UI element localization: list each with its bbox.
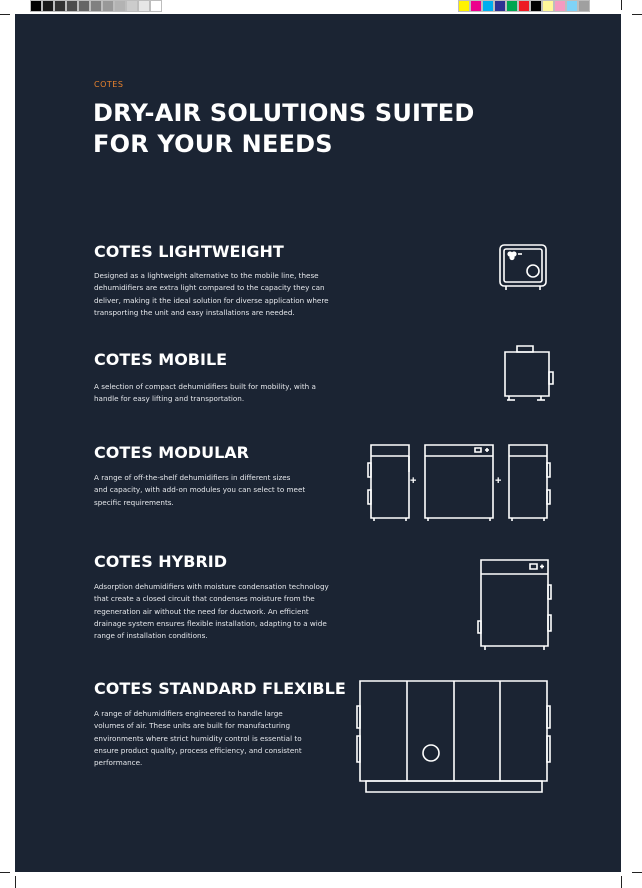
crop-mark: [0, 14, 10, 15]
desc-line: deliver, making it the ideal solution for diverse application where: [94, 295, 329, 305]
desc-line: ensure product quality, process efficiency, and consistent: [94, 745, 302, 755]
color-swatch: [30, 0, 42, 12]
color-swatch: [554, 0, 566, 12]
section-title-standard-flexible: COTES STANDARD FLEXIBLE: [94, 679, 346, 698]
section-desc-modular: [94, 472, 305, 509]
brand-label: COTES: [94, 80, 124, 89]
color-swatch: [90, 0, 102, 12]
color-swatch: [518, 0, 530, 12]
desc-line: and capacity, with add-on modules you can select to meet: [94, 485, 306, 495]
section-desc-lightweight: [94, 270, 329, 319]
crop-mark: [0, 872, 10, 873]
desc-line: drainage system ensures flexible installation, adapting to a wide: [94, 618, 327, 628]
headline-line: FOR YOUR NEEDS: [93, 130, 333, 158]
color-swatch: [42, 0, 54, 12]
desc-line: transporting the unit and easy installations are needed.: [94, 307, 295, 317]
hybrid-dehumidifier-icon: [476, 557, 554, 653]
page-headline: [93, 98, 513, 160]
color-swatch: [138, 0, 150, 12]
color-swatch: [78, 0, 90, 12]
crop-mark: [632, 872, 642, 873]
desc-line: A range of dehumidifiers engineered to handle large: [94, 709, 283, 718]
desc-line: range of installation conditions.: [94, 631, 208, 641]
color-swatch: [114, 0, 126, 12]
plus-sign: +: [495, 475, 502, 487]
desc-line: dehumidifiers are extra light compared to the capacity they can: [94, 283, 325, 293]
desc-line: that create a closed circuit that condenses moisture from the: [94, 594, 315, 604]
standard-flexible-dehumidifier-icon: [355, 678, 553, 796]
section-desc-hybrid: [94, 581, 329, 642]
color-swatch: [102, 0, 114, 12]
color-swatch: [150, 0, 162, 12]
section-title-hybrid: COTES HYBRID: [94, 552, 228, 571]
desc-line: A range of off-the-shelf dehumidifiers in different sizes: [94, 473, 291, 482]
color-swatch: [126, 0, 138, 12]
desc-line: environments where strict humidity control is essential to: [94, 733, 302, 743]
desc-line: handle for easy lifting and transportation.: [94, 394, 245, 404]
lightweight-dehumidifier-icon: [498, 242, 550, 294]
section-title-lightweight: COTES LIGHTWEIGHT: [94, 242, 284, 261]
desc-line: regeneration air without the need for ductwork. An efficient: [94, 606, 309, 616]
crop-mark: [621, 0, 622, 10]
brochure-page: [15, 14, 621, 872]
color-swatch: [482, 0, 494, 12]
color-swatch: [506, 0, 518, 12]
crop-mark: [632, 14, 642, 15]
crop-mark: [15, 876, 16, 888]
color-swatch: [66, 0, 78, 12]
desc-line: A selection of compact dehumidifiers built for mobility, with a: [94, 382, 316, 391]
color-swatch: [530, 0, 542, 12]
desc-line: performance.: [94, 758, 143, 768]
color-swatch: [494, 0, 506, 12]
headline-line: DRY-AIR SOLUTIONS SUITED: [93, 99, 475, 127]
color-swatch: [578, 0, 590, 12]
section-desc-mobile: [94, 381, 316, 406]
mobile-dehumidifier-icon: [500, 344, 556, 402]
plus-sign: +: [410, 475, 417, 487]
color-swatch: [458, 0, 470, 12]
desc-line: volumes of air. These units are built for manufacturing: [94, 721, 291, 731]
section-title-mobile: COTES MOBILE: [94, 350, 228, 369]
modular-dehumidifier-icon: [365, 442, 555, 524]
desc-line: Adsorption dehumidifiers with moisture condensation technology: [94, 582, 329, 591]
color-swatch: [566, 0, 578, 12]
color-swatch: [470, 0, 482, 12]
grey-color-bar: [30, 0, 162, 12]
crop-mark: [621, 876, 622, 888]
process-color-bar: [458, 0, 590, 12]
desc-line: specific requirements.: [94, 497, 174, 507]
color-swatch: [54, 0, 66, 12]
color-swatch: [542, 0, 554, 12]
section-title-modular: COTES MODULAR: [94, 443, 249, 462]
section-desc-standard-flexible: [94, 708, 302, 769]
desc-line: Designed as a lightweight alternative to the mobile line, these: [94, 271, 319, 280]
